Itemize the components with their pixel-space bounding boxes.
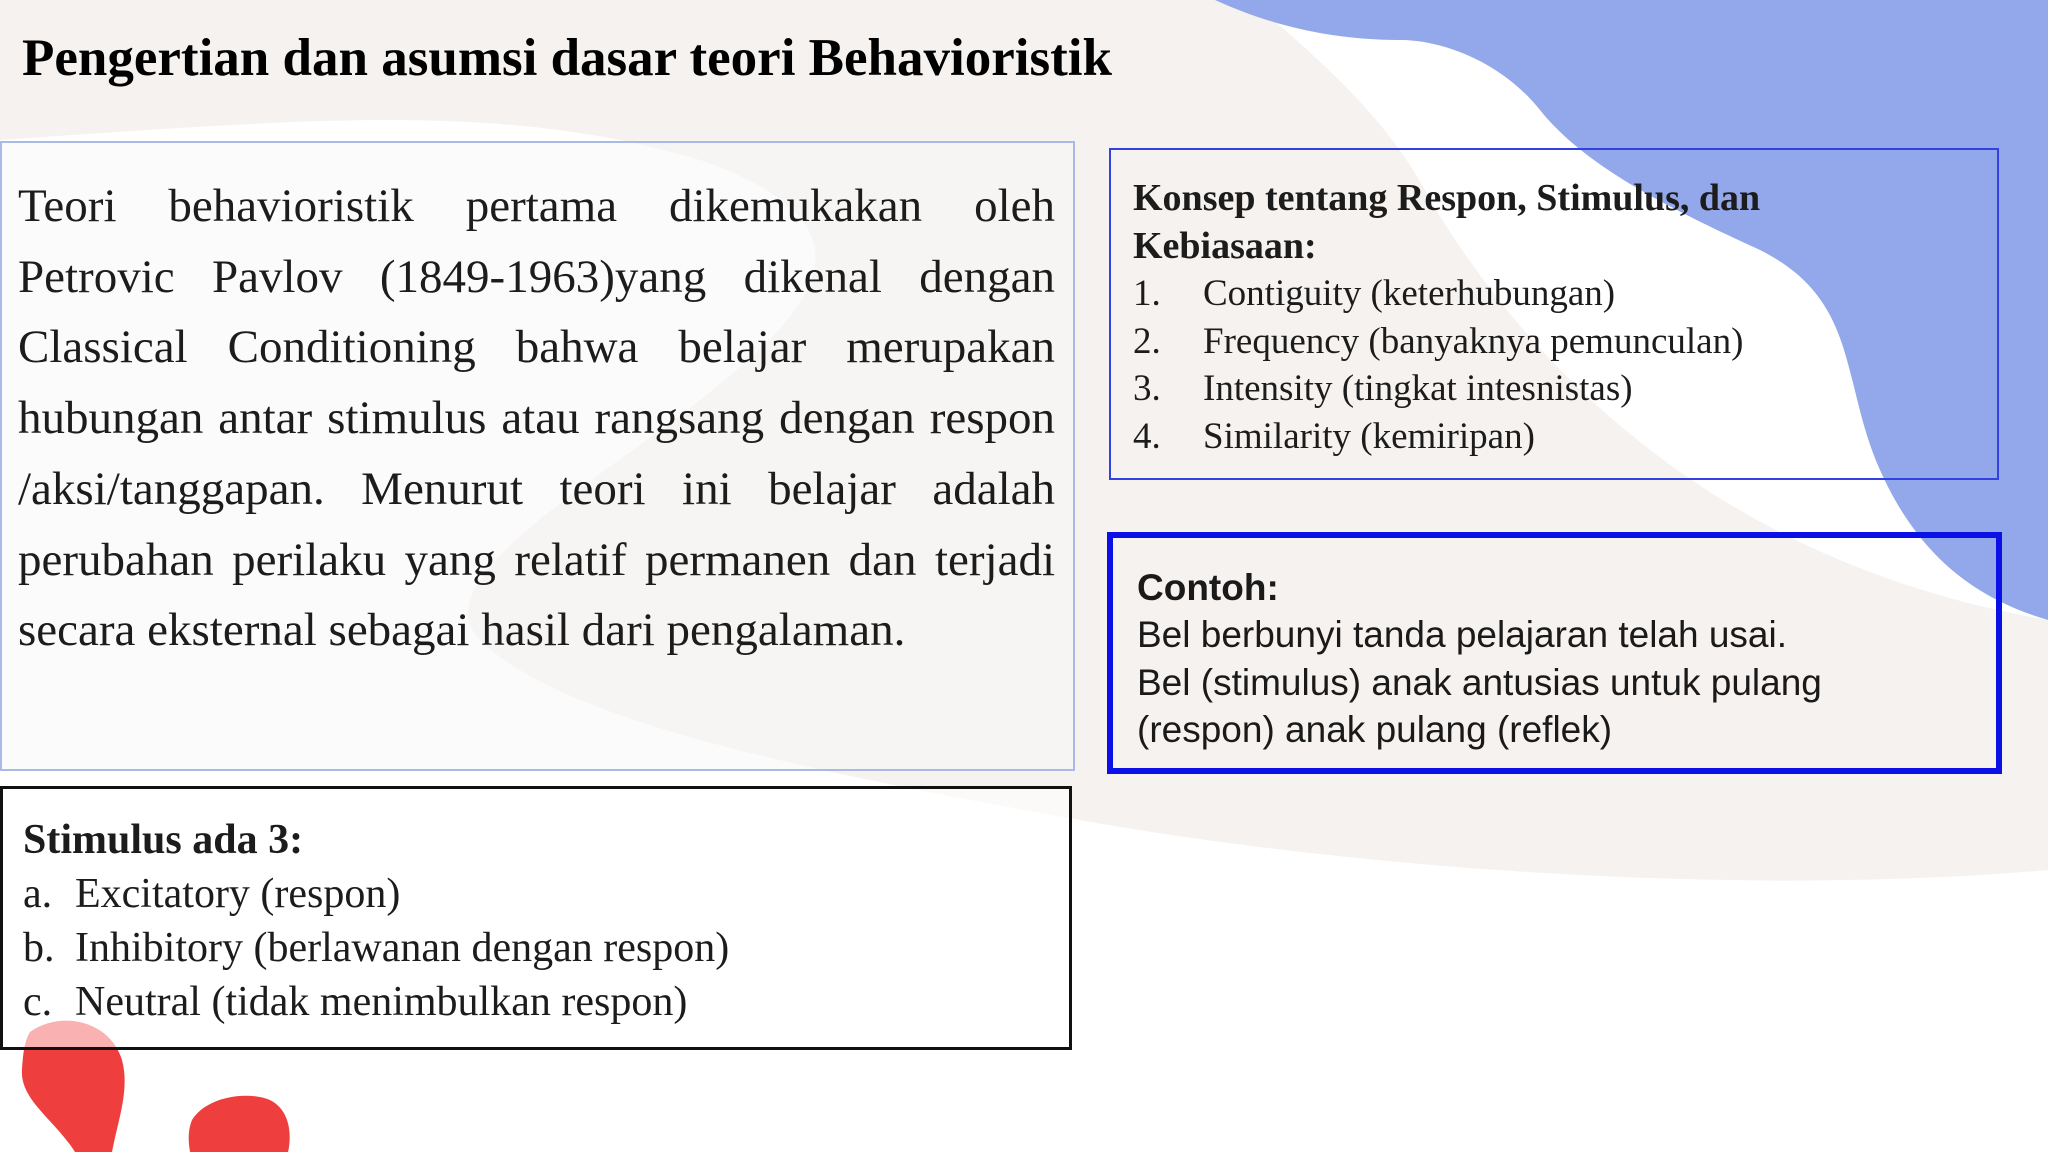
item-number: 1.: [1133, 273, 1161, 314]
item-marker: c.: [23, 979, 53, 1025]
item-text: Inhibitory (berlawanan dengan respon): [75, 925, 730, 971]
list-item: [23, 921, 1051, 975]
list-item: [23, 867, 1051, 921]
list-item: [1133, 318, 1979, 366]
item-marker: b.: [23, 925, 55, 971]
konsep-box: [1109, 148, 1999, 480]
list-item: [1133, 270, 1979, 318]
item-number: 4.: [1133, 415, 1161, 457]
konsep-heading-line1: Konsep tentang Respon, Stimulus, dan: [1133, 177, 1761, 219]
stimulus-heading: Stimulus ada 3:: [23, 817, 304, 863]
stimulus-box: [0, 786, 1072, 1050]
contoh-line-2: Bel (stimulus) anak antusias untuk pulang: [1137, 661, 1822, 703]
item-number: 3.: [1133, 368, 1161, 409]
definition-box: [0, 141, 1075, 771]
item-text: Contiguity (keterhubungan): [1203, 273, 1616, 314]
contoh-line-1: Bel berbunyi tanda pelajaran telah usai.: [1137, 614, 1788, 655]
item-number: 2.: [1133, 320, 1161, 362]
slide-title: Pengertian dan asumsi dasar teori Behavioristik: [22, 29, 1112, 87]
item-text: Neutral (tidak menimbulkan respon): [75, 979, 688, 1025]
list-item: [1133, 413, 1979, 461]
definition-text: Teori behavioristik pertama dikemukakan oleh Petrovic Pavlov (1849-1963)yang dikenal dengan Classical Conditioning bahwa belajar merupakan hubungan antar stimulus atau rangsang dengan respon /aksi/tanggapan. Menurut teori ini belajar adalah perubahan perilaku yang relatif permanen dan terjadi secara eksternal sebagai hasil dari pengalaman.: [18, 180, 1055, 657]
item-marker: a.: [23, 871, 53, 917]
stimulus-list: [23, 867, 1051, 1029]
list-item: [23, 975, 1051, 1029]
item-text: Similarity (kemiripan): [1203, 415, 1535, 457]
item-text: Intensity (tingkat intesnistas): [1203, 368, 1633, 409]
konsep-list: [1133, 270, 1979, 460]
contoh-box: [1107, 532, 2002, 774]
red-blob-right: [189, 1096, 290, 1152]
item-text: Excitatory (respon): [75, 871, 401, 917]
contoh-line-3: (respon) anak pulang (reflek): [1137, 709, 1613, 750]
konsep-heading-line2: Kebiasaan:: [1133, 225, 1317, 267]
contoh-heading: Contoh:: [1137, 567, 1279, 608]
item-text: Frequency (banyaknya pemunculan): [1203, 320, 1744, 362]
list-item: [1133, 365, 1979, 413]
